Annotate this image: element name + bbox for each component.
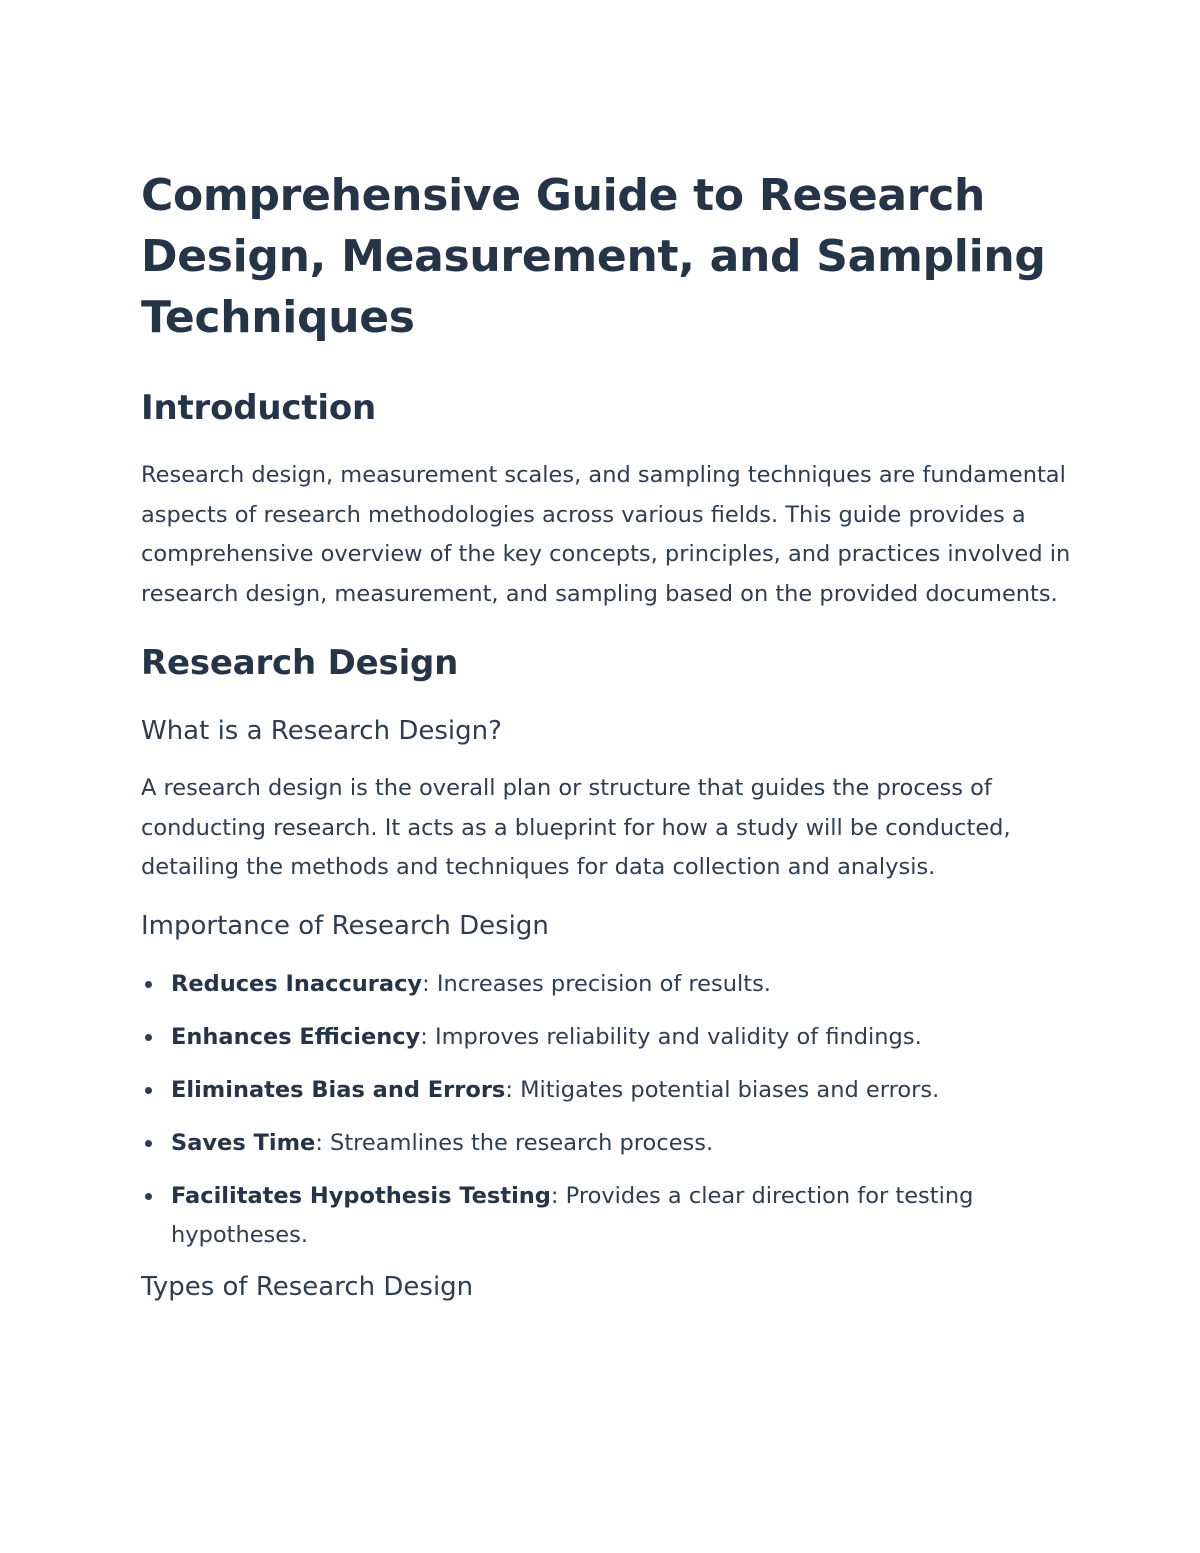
list-item-term: Enhances Efficiency bbox=[171, 1023, 421, 1050]
list-item-term: Eliminates Bias and Errors bbox=[171, 1076, 506, 1103]
list-item: Saves Time: Streamlines the research process. bbox=[141, 1124, 1071, 1164]
list-item-term: Reduces Inaccuracy bbox=[171, 970, 423, 997]
list-item: Facilitates Hypothesis Testing: Provides a clear direction for testing hypotheses. bbox=[141, 1177, 1071, 1256]
list-item-description: Provides a clear direction for testing hypotheses. bbox=[171, 1182, 974, 1248]
bullet-icon bbox=[145, 1140, 152, 1147]
list-item-description: Increases precision of results. bbox=[429, 970, 771, 997]
bullet-icon bbox=[145, 981, 152, 988]
types-of-research-design-heading: Types of Research Design bbox=[141, 1272, 474, 1302]
bullet-icon bbox=[145, 1034, 152, 1041]
introduction-paragraph: Research design, measurement scales, and sampling techniques are fundamental aspects of research methodologies across various fields. This guide provides a comprehensive overview of the key concepts, principles, and practices involved in research design, measurement, and sampling based on the provided documents. bbox=[141, 462, 1071, 607]
bullet-icon bbox=[145, 1193, 152, 1200]
list-item: Enhances Efficiency: Improves reliability and validity of findings. bbox=[141, 1018, 1071, 1058]
list-item: Reduces Inaccuracy: Increases precision of results. bbox=[141, 965, 1071, 1005]
list-item-description: Improves reliability and validity of findings. bbox=[427, 1023, 922, 1050]
introduction-heading: Introduction bbox=[141, 388, 377, 428]
importance-list bbox=[141, 965, 1071, 1256]
document-page bbox=[141, 165, 1071, 1305]
list-item-term: Saves Time bbox=[171, 1129, 316, 1156]
list-item-description: Mitigates potential biases and errors. bbox=[512, 1076, 940, 1103]
document-title: Comprehensive Guide to Research Design, Measurement, and Sampling Techniques bbox=[141, 170, 1046, 343]
importance-heading: Importance of Research Design bbox=[141, 910, 549, 941]
list-item-description: Streamlines the research process. bbox=[322, 1129, 714, 1156]
what-is-research-design-paragraph: A research design is the overall plan or structure that guides the process of conducting research. It acts as a blueprint for how a study will be conducted, detailing the methods and techniques for data collection and analysis. bbox=[141, 775, 1011, 880]
bullet-icon bbox=[145, 1087, 152, 1094]
what-is-research-design-heading: What is a Research Design? bbox=[141, 716, 502, 746]
list-item: Eliminates Bias and Errors: Mitigates potential biases and errors. bbox=[141, 1071, 1071, 1111]
research-design-heading: Research Design bbox=[141, 643, 459, 683]
list-item-term: Facilitates Hypothesis Testing bbox=[171, 1182, 551, 1209]
